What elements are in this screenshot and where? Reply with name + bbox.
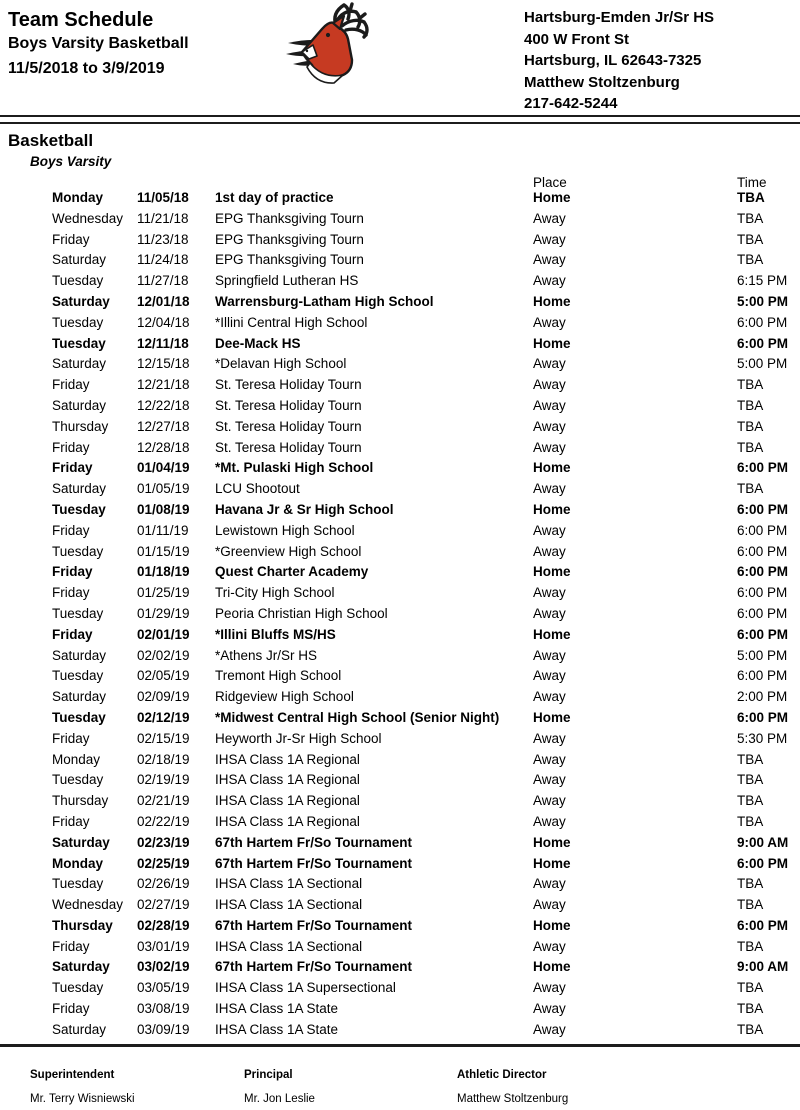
time-cell: TBA [737, 793, 764, 809]
time-cell: 5:00 PM [737, 356, 788, 372]
place-cell: Away [533, 751, 566, 767]
day-cell: Saturday [52, 293, 110, 309]
footer-name: Mr. Jon Leslie [244, 1093, 315, 1105]
day-cell: Saturday [52, 481, 107, 497]
day-cell: Tuesday [52, 668, 104, 684]
day-cell: Friday [52, 522, 90, 538]
date-cell: 01/29/19 [137, 605, 190, 621]
day-cell: Tuesday [52, 273, 104, 289]
schedule-row [0, 271, 800, 292]
time-cell: 5:00 PM [737, 293, 789, 309]
schedule-row [0, 812, 800, 833]
schedule-row [0, 458, 800, 479]
day-cell: Friday [52, 730, 90, 746]
day-cell: Tuesday [52, 605, 104, 621]
schedule-row [0, 957, 800, 978]
place-cell: Home [533, 335, 571, 351]
event-cell: EPG Thanksgiving Tourn [215, 252, 364, 268]
schedule-row [0, 313, 800, 334]
time-cell: TBA [737, 938, 764, 954]
time-cell: 9:00 AM [737, 834, 789, 850]
time-cell: TBA [737, 1001, 764, 1017]
schedule-row [0, 209, 800, 230]
place-cell: Home [533, 293, 571, 309]
place-cell: Away [533, 231, 566, 247]
place-cell: Away [533, 647, 566, 663]
event-cell: IHSA Class 1A Supersectional [215, 980, 396, 996]
team-subtitle: Boys Varsity Basketball [8, 35, 189, 52]
place-cell: Away [533, 314, 566, 330]
date-cell: 02/28/19 [137, 917, 190, 933]
place-cell: Home [533, 501, 571, 517]
day-cell: Wednesday [52, 897, 124, 913]
schedule-row [0, 230, 800, 251]
time-cell: 6:00 PM [737, 335, 789, 351]
header-divider [0, 115, 800, 124]
schedule-row [0, 708, 800, 729]
event-cell: *Illini Bluffs MS/HS [215, 626, 336, 642]
time-cell: 6:00 PM [737, 585, 788, 601]
event-cell: 67th Hartem Fr/So Tournament [215, 959, 413, 975]
place-cell: Away [533, 273, 566, 289]
date-cell: 12/11/18 [137, 335, 189, 351]
time-cell: 6:00 PM [737, 605, 788, 621]
date-cell: 02/01/19 [137, 626, 190, 642]
school-contact: Matthew Stoltzenburg [524, 73, 680, 91]
date-cell: 01/18/19 [137, 564, 190, 580]
event-cell: 1st day of practice [215, 190, 334, 205]
schedule-row [0, 770, 800, 791]
time-column-header: Time [737, 175, 767, 190]
time-cell: 6:00 PM [737, 564, 789, 580]
schedule-row [0, 479, 800, 500]
footer-name: Mr. Terry Wisniewski [30, 1093, 135, 1105]
day-cell: Tuesday [52, 314, 104, 330]
date-cell: 12/22/18 [137, 397, 190, 413]
date-cell: 11/23/18 [137, 231, 189, 247]
schedule-row [0, 916, 800, 937]
footer-title: Superintendent [30, 1069, 115, 1081]
day-cell: Tuesday [52, 543, 104, 559]
date-cell: 12/15/18 [137, 356, 190, 372]
footer-title: Athletic Director [457, 1069, 547, 1081]
footer-athletic-director [457, 1068, 667, 1106]
place-cell: Away [533, 813, 566, 829]
time-cell: TBA [737, 481, 764, 497]
schedule-row [0, 750, 800, 771]
time-cell: 6:00 PM [737, 543, 788, 559]
time-cell: TBA [737, 210, 764, 226]
event-cell: *Illini Central High School [215, 314, 368, 330]
schedule-rows [0, 188, 800, 1041]
date-cell: 02/15/19 [137, 730, 190, 746]
day-cell: Friday [52, 564, 93, 580]
event-cell: IHSA Class 1A Regional [215, 793, 360, 809]
event-cell: IHSA Class 1A Regional [215, 751, 360, 767]
schedule-row [0, 854, 800, 875]
date-cell: 11/24/18 [137, 252, 189, 268]
place-cell: Away [533, 252, 566, 268]
date-cell: 01/15/19 [137, 543, 190, 559]
event-cell: EPG Thanksgiving Tourn [215, 231, 364, 247]
place-cell: Away [533, 772, 566, 788]
date-cell: 12/04/18 [137, 314, 190, 330]
place-cell: Away [533, 481, 566, 497]
schedule-row [0, 375, 800, 396]
time-cell: 9:00 AM [737, 959, 789, 975]
event-cell: EPG Thanksgiving Tourn [215, 210, 364, 226]
date-cell: 02/02/19 [137, 647, 190, 663]
place-cell: Away [533, 377, 566, 393]
date-cell: 12/21/18 [137, 377, 190, 393]
place-cell: Away [533, 938, 566, 954]
event-cell: Lewistown High School [215, 522, 355, 538]
day-cell: Tuesday [52, 335, 106, 351]
place-cell: Home [533, 709, 571, 725]
schedule-row [0, 666, 800, 687]
date-cell: 11/05/18 [137, 190, 189, 205]
date-cell: 03/02/19 [137, 959, 190, 975]
event-cell: 67th Hartem Fr/So Tournament [215, 834, 413, 850]
event-cell: Warrensburg-Latham High School [215, 293, 434, 309]
date-cell: 02/19/19 [137, 772, 190, 788]
day-cell: Thursday [52, 418, 109, 434]
day-cell: Tuesday [52, 501, 106, 517]
place-cell: Home [533, 834, 571, 850]
schedule-row [0, 729, 800, 750]
time-cell: TBA [737, 377, 764, 393]
place-column-header: Place [533, 175, 567, 190]
event-cell: Quest Charter Academy [215, 564, 369, 580]
date-cell: 02/27/19 [137, 897, 190, 913]
schedule-row [0, 542, 800, 563]
place-cell: Away [533, 605, 566, 621]
event-cell: LCU Shootout [215, 481, 300, 497]
schedule-row [0, 417, 800, 438]
day-cell: Friday [52, 1001, 90, 1017]
place-cell: Away [533, 210, 566, 226]
event-cell: 67th Hartem Fr/So Tournament [215, 917, 413, 933]
event-cell: Havana Jr & Sr High School [215, 501, 394, 517]
date-cell: 12/27/18 [137, 418, 190, 434]
team-heading: Boys Varsity [30, 154, 112, 169]
page-title: Team Schedule [8, 9, 154, 31]
school-address2: Hartsburg, IL 62643-7325 [524, 52, 702, 69]
place-cell: Away [533, 439, 566, 455]
event-cell: IHSA Class 1A Regional [215, 813, 360, 829]
sport-heading: Basketball [8, 131, 94, 150]
date-cell: 12/01/18 [137, 293, 190, 309]
day-cell: Friday [52, 439, 90, 455]
day-cell: Saturday [52, 1021, 107, 1037]
schedule-row [0, 646, 800, 667]
place-cell: Home [533, 626, 571, 642]
schedule-row [0, 999, 800, 1020]
date-cell: 02/25/19 [137, 855, 190, 871]
day-cell: Tuesday [52, 709, 106, 725]
day-cell: Friday [52, 377, 90, 393]
time-cell: TBA [737, 190, 765, 205]
event-cell: IHSA Class 1A State [215, 1001, 339, 1017]
time-cell: 6:00 PM [737, 522, 788, 538]
event-cell: IHSA Class 1A State [215, 1021, 339, 1037]
time-cell: 5:00 PM [737, 647, 788, 663]
time-cell: 6:00 PM [737, 855, 789, 871]
day-cell: Saturday [52, 397, 107, 413]
date-cell: 02/09/19 [137, 689, 190, 705]
schedule-row [0, 188, 800, 209]
event-cell: St. Teresa Holiday Tourn [215, 397, 362, 413]
header-left [8, 8, 189, 80]
stag-mascot-icon [286, 2, 390, 90]
time-cell: TBA [737, 439, 764, 455]
footer-title: Principal [244, 1069, 293, 1081]
schedule-row [0, 438, 800, 459]
date-cell: 01/05/19 [137, 481, 190, 497]
date-cell: 11/27/18 [137, 273, 189, 289]
place-cell: Home [533, 460, 571, 476]
event-cell: Springfield Lutheran HS [215, 273, 359, 289]
event-cell: *Mt. Pulaski High School [215, 460, 374, 476]
schedule-row [0, 687, 800, 708]
schedule-row [0, 874, 800, 895]
date-cell: 02/12/19 [137, 709, 190, 725]
place-cell: Away [533, 543, 566, 559]
event-cell: *Greenview High School [215, 543, 362, 559]
time-cell: 6:15 PM [737, 273, 788, 289]
place-cell: Away [533, 522, 566, 538]
season-date-range: 11/5/2018 to 3/9/2019 [8, 60, 165, 77]
time-cell: 6:00 PM [737, 668, 788, 684]
place-cell: Away [533, 668, 566, 684]
time-cell: 6:00 PM [737, 709, 789, 725]
schedule-row [0, 937, 800, 958]
event-cell: IHSA Class 1A Sectional [215, 897, 363, 913]
place-cell: Away [533, 980, 566, 996]
event-cell: Tremont High School [215, 668, 342, 684]
event-cell: IHSA Class 1A Sectional [215, 938, 363, 954]
place-cell: Away [533, 689, 566, 705]
day-cell: Tuesday [52, 772, 104, 788]
time-cell: TBA [737, 252, 764, 268]
date-cell: 02/26/19 [137, 876, 190, 892]
schedule-row [0, 500, 800, 521]
time-cell: 6:00 PM [737, 626, 789, 642]
day-cell: Friday [52, 585, 90, 601]
date-cell: 02/21/19 [137, 793, 190, 809]
event-cell: 67th Hartem Fr/So Tournament [215, 855, 413, 871]
place-cell: Away [533, 793, 566, 809]
day-cell: Saturday [52, 356, 107, 372]
event-cell: Tri-City High School [215, 585, 335, 601]
time-cell: 5:30 PM [737, 730, 788, 746]
date-cell: 02/22/19 [137, 813, 190, 829]
time-cell: TBA [737, 751, 764, 767]
school-phone: 217-642-5244 [524, 95, 618, 112]
day-cell: Thursday [52, 793, 109, 809]
schedule-row [0, 833, 800, 854]
school-name: Hartsburg-Emden Jr/Sr HS [524, 9, 715, 26]
day-cell: Monday [52, 751, 101, 767]
date-cell: 01/08/19 [137, 501, 190, 517]
time-cell: TBA [737, 813, 764, 829]
date-cell: 02/23/19 [137, 834, 190, 850]
time-cell: 6:00 PM [737, 917, 789, 933]
schedule-row [0, 250, 800, 271]
schedule-row [0, 791, 800, 812]
date-cell: 11/21/18 [137, 210, 189, 226]
event-cell: *Delavan High School [215, 356, 347, 372]
event-cell: Dee-Mack HS [215, 335, 301, 351]
day-cell: Friday [52, 626, 93, 642]
place-cell: Away [533, 397, 566, 413]
footer-superintendent [30, 1068, 240, 1106]
day-cell: Saturday [52, 647, 107, 663]
place-cell: Away [533, 1001, 566, 1017]
date-cell: 03/05/19 [137, 980, 190, 996]
date-cell: 02/05/19 [137, 668, 190, 684]
time-cell: 6:00 PM [737, 501, 789, 517]
day-cell: Thursday [52, 917, 113, 933]
date-cell: 01/04/19 [137, 460, 190, 476]
event-cell: St. Teresa Holiday Tourn [215, 439, 362, 455]
school-address1: 400 W Front St [524, 30, 630, 48]
time-cell: TBA [737, 980, 764, 996]
schedule-row [0, 562, 800, 583]
schedule-row [0, 625, 800, 646]
day-cell: Saturday [52, 689, 107, 705]
day-cell: Friday [52, 460, 93, 476]
day-cell: Tuesday [52, 876, 104, 892]
schedule-row [0, 292, 800, 313]
day-cell: Friday [52, 813, 90, 829]
place-cell: Away [533, 730, 566, 746]
event-cell: IHSA Class 1A Regional [215, 772, 360, 788]
schedule-row [0, 978, 800, 999]
place-cell: Home [533, 564, 571, 580]
time-cell: TBA [737, 876, 764, 892]
event-cell: St. Teresa Holiday Tourn [215, 377, 362, 393]
schedule-row [0, 604, 800, 625]
time-cell: 6:00 PM [737, 460, 789, 476]
footer-divider [0, 1044, 800, 1047]
place-cell: Away [533, 876, 566, 892]
time-cell: TBA [737, 418, 764, 434]
time-cell: 2:00 PM [737, 689, 788, 705]
event-cell: *Midwest Central High School (Senior Night) [215, 709, 500, 725]
day-cell: Monday [52, 190, 104, 205]
date-cell: 03/09/19 [137, 1021, 190, 1037]
footer-principal [244, 1068, 454, 1106]
place-cell: Home [533, 917, 571, 933]
place-cell: Away [533, 897, 566, 913]
schedule-row [0, 396, 800, 417]
event-cell: Peoria Christian High School [215, 605, 388, 621]
place-cell: Home [533, 959, 571, 975]
date-cell: 01/11/19 [137, 522, 189, 538]
day-cell: Saturday [52, 252, 107, 268]
time-cell: TBA [737, 397, 764, 413]
footer-name: Matthew Stoltzenburg [457, 1093, 569, 1105]
place-cell: Away [533, 1021, 566, 1037]
date-cell: 02/18/19 [137, 751, 190, 767]
place-cell: Away [533, 356, 566, 372]
schedule-row [0, 334, 800, 355]
date-cell: 03/01/19 [137, 938, 190, 954]
day-cell: Tuesday [52, 980, 104, 996]
date-cell: 12/28/18 [137, 439, 190, 455]
event-cell: Heyworth Jr-Sr High School [215, 730, 382, 746]
place-cell: Home [533, 855, 571, 871]
place-cell: Home [533, 190, 571, 205]
day-cell: Monday [52, 855, 104, 871]
place-cell: Away [533, 418, 566, 434]
event-cell: *Athens Jr/Sr HS [215, 647, 318, 663]
event-cell: Ridgeview High School [215, 689, 354, 705]
time-cell: TBA [737, 772, 764, 788]
date-cell: 01/25/19 [137, 585, 190, 601]
date-cell: 03/08/19 [137, 1001, 190, 1017]
school-info [524, 7, 714, 115]
schedule-row [0, 521, 800, 542]
time-cell: TBA [737, 1021, 764, 1037]
event-cell: IHSA Class 1A Sectional [215, 876, 363, 892]
schedule-row [0, 895, 800, 916]
schedule-row [0, 354, 800, 375]
time-cell: TBA [737, 231, 764, 247]
schedule-row [0, 583, 800, 604]
day-cell: Friday [52, 938, 90, 954]
day-cell: Saturday [52, 834, 110, 850]
schedule-row [0, 1020, 800, 1041]
day-cell: Wednesday [52, 210, 124, 226]
time-cell: TBA [737, 897, 764, 913]
time-cell: 6:00 PM [737, 314, 788, 330]
event-cell: St. Teresa Holiday Tourn [215, 418, 362, 434]
day-cell: Saturday [52, 959, 110, 975]
place-cell: Away [533, 585, 566, 601]
day-cell: Friday [52, 231, 90, 247]
